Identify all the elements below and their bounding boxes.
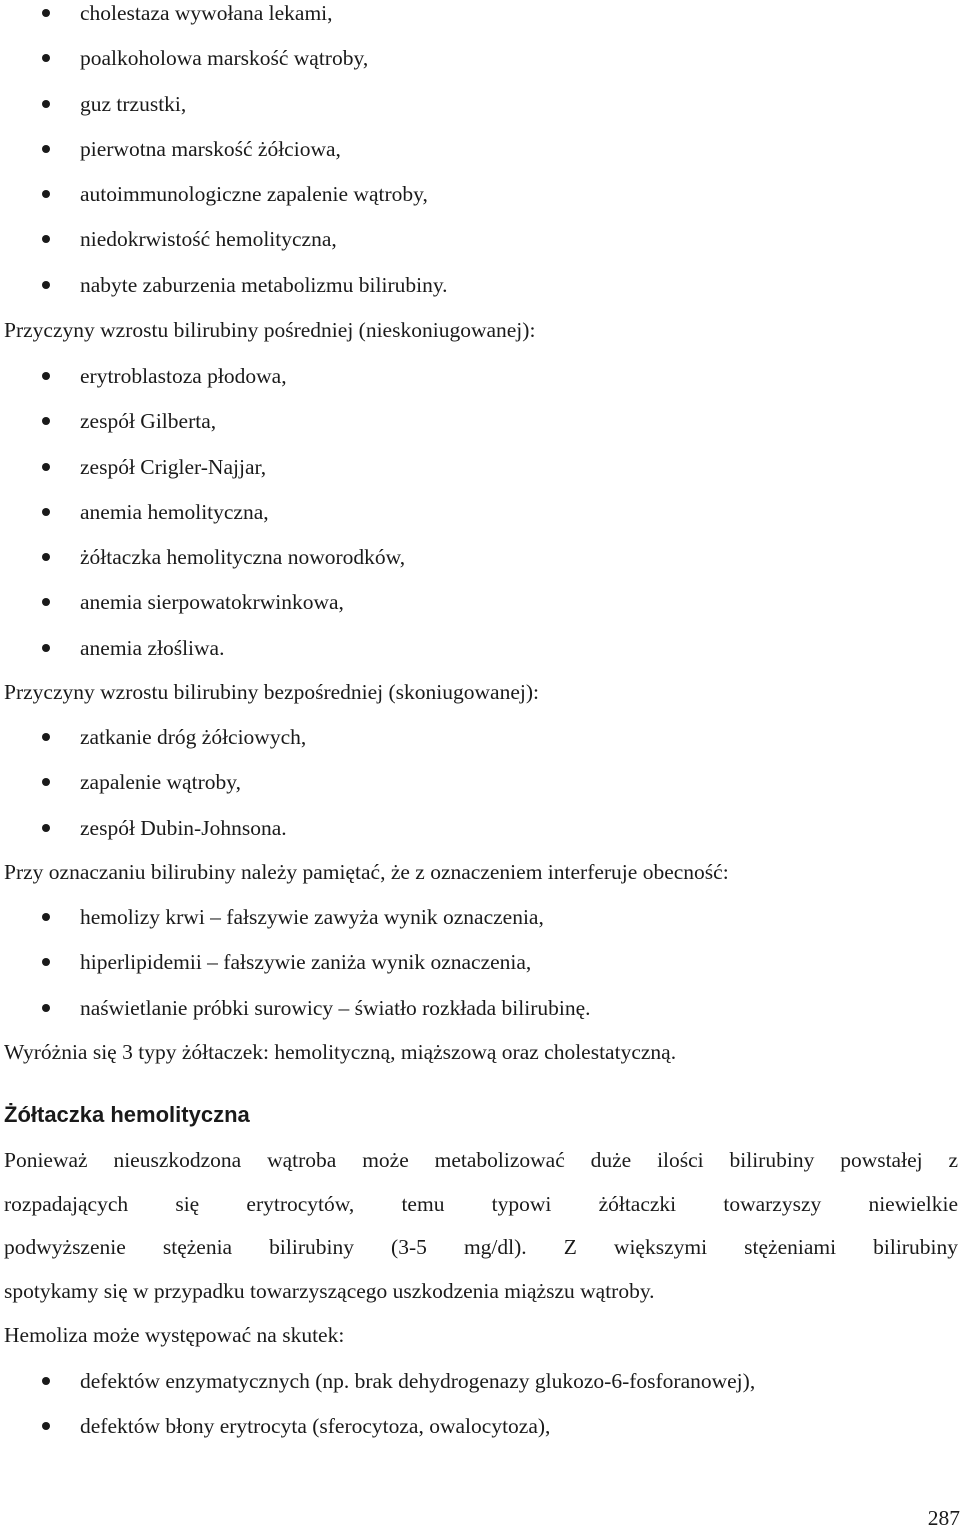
list-4 [0, 904, 960, 1040]
justified-paragraph [4, 1147, 958, 1278]
word: erytrocytów, [246, 1191, 355, 1216]
bullet-icon [42, 100, 50, 108]
list-1 [0, 0, 960, 317]
list-item [0, 769, 960, 814]
list-item-text: naświetlanie próbki surowicy – światło rozkłada bilirubinę. [80, 995, 591, 1020]
word: (3-5 [391, 1235, 427, 1260]
list-item [0, 226, 960, 271]
paragraph-direct-causes: Przyczyny wzrostu bilirubiny bezpośredniej (skoniugowanej): [4, 680, 539, 704]
list-item [0, 0, 960, 45]
list-item [0, 136, 960, 181]
word: temu [401, 1191, 445, 1216]
bullet-icon [42, 644, 50, 652]
list-item-text: hemolizy krwi – fałszywie zawyża wynik oznaczenia, [80, 905, 544, 929]
bullet-icon [42, 598, 50, 606]
list-item [0, 363, 960, 408]
list-item-text: pierwotna marskość żółciowa, [80, 136, 341, 161]
word: nieuszkodzona [113, 1148, 242, 1172]
list-item [0, 635, 960, 680]
list-item-text: nabyte zaburzenia metabolizmu bilirubiny. [80, 272, 448, 297]
list-item [0, 1368, 960, 1413]
bullet-icon [42, 733, 50, 741]
justified-line [4, 1147, 958, 1191]
word: typowi [491, 1191, 552, 1216]
paragraph-parenchyma: spotykamy się w przypadku towarzyszącego uszkodzenia miąższu wątroby. [4, 1279, 655, 1303]
list-item-text: zapalenie wątroby, [80, 770, 241, 795]
section-heading: Żółtaczka hemolityczna [4, 1102, 250, 1127]
word: może [362, 1148, 409, 1172]
list-item [0, 408, 960, 453]
bullet-icon [42, 417, 50, 425]
bullet-icon [42, 1422, 50, 1430]
list-item-text: defektów błony erytrocyta (sferocytoza, owalocytoza), [80, 1414, 551, 1439]
list-item [0, 589, 960, 634]
list-item-text: anemia hemolityczna, [80, 499, 269, 524]
list-item [0, 91, 960, 136]
word: podwyższenie [4, 1235, 126, 1260]
bullet-icon [42, 824, 50, 832]
word: metabolizować [434, 1148, 565, 1172]
bullet-icon [42, 1377, 50, 1385]
paragraph-jaundice-types: Wyróżnia się 3 typy żółtaczek: hemolityczną, miąższową oraz cholestatyczną. [4, 1040, 677, 1064]
list-item-text: cholestaza wywołana lekami, [80, 1, 333, 25]
word: wątroba [267, 1148, 337, 1172]
word: się [175, 1191, 200, 1216]
list-item [0, 724, 960, 769]
list-item-text: niedokrwistość hemolityczna, [80, 227, 337, 252]
word: bilirubiny [269, 1235, 354, 1260]
bullet-icon [42, 372, 50, 380]
list-item-text: zespół Dubin-Johnsona. [80, 815, 287, 840]
word: Z [563, 1235, 577, 1260]
list-item-text: defektów enzymatycznych (np. brak dehydrogenazy glukozo-6-fosforanowej), [80, 1369, 756, 1393]
word: większymi [613, 1235, 708, 1260]
bullet-icon [42, 778, 50, 786]
bullet-icon [42, 463, 50, 471]
list-item [0, 815, 960, 860]
bullet-icon [42, 508, 50, 516]
paragraph-interference: Przy oznaczaniu bilirubiny należy pamiętać, że z oznaczeniem interferuje obecność: [4, 860, 729, 884]
list-item-text: żółtaczka hemolityczna noworodków, [80, 545, 406, 570]
list-item-text: autoimmunologiczne zapalenie wątroby, [80, 182, 428, 207]
list-item-text: erytroblastoza płodowa, [80, 364, 287, 388]
bullet-icon [42, 9, 50, 17]
paragraph-indirect-causes: Przyczyny wzrostu bilirubiny pośredniej (nieskoniugowanej): [4, 318, 536, 342]
word: Ponieważ [4, 1148, 88, 1172]
page-number: 287 [927, 1506, 960, 1530]
list-3 [0, 724, 960, 860]
word: powstałej [840, 1148, 923, 1172]
list-5 [0, 1368, 960, 1459]
bullet-icon [42, 1004, 50, 1012]
word: duże [590, 1148, 632, 1172]
bullet-icon [42, 553, 50, 561]
word: mg/dl). [463, 1235, 527, 1260]
list-item [0, 499, 960, 544]
list-item [0, 454, 960, 499]
list-item [0, 181, 960, 226]
list-item [0, 1413, 960, 1458]
list-item-text: zatkanie dróg żółciowych, [80, 725, 307, 749]
list-item [0, 272, 960, 317]
word: stężeniami [744, 1235, 837, 1260]
list-item-text: zespół Crigler-Najjar, [80, 454, 267, 479]
bullet-icon [42, 235, 50, 243]
bullet-icon [42, 145, 50, 153]
word: ilości [657, 1148, 704, 1172]
justified-line [4, 1191, 958, 1235]
word: bilirubiny [873, 1235, 958, 1260]
word: rozpadających [4, 1191, 129, 1216]
list-item-text: anemia złośliwa. [80, 635, 225, 660]
list-item-text: zespół Gilberta, [80, 409, 217, 434]
list-item-text: anemia sierpowatokrwinkowa, [80, 590, 344, 615]
word: z [948, 1148, 958, 1172]
list-item [0, 904, 960, 949]
bullet-icon [42, 281, 50, 289]
list-item-text: guz trzustki, [80, 91, 187, 116]
word: towarzyszy [723, 1191, 822, 1216]
paragraph-hemolysis-causes: Hemoliza może występować na skutek: [4, 1323, 345, 1347]
word: bilirubiny [729, 1148, 815, 1172]
word: stężenia [162, 1235, 233, 1260]
bullet-icon [42, 190, 50, 198]
list-item-text: hiperlipidemii – fałszywie zaniża wynik oznaczenia, [80, 950, 532, 975]
list-item [0, 544, 960, 589]
list-2 [0, 363, 960, 680]
list-item [0, 995, 960, 1040]
bullet-icon [42, 958, 50, 966]
justified-line [4, 1234, 958, 1278]
bullet-icon [42, 913, 50, 921]
bullet-icon [42, 54, 50, 62]
list-item [0, 949, 960, 994]
word: żółtaczki [598, 1191, 677, 1216]
list-item [0, 45, 960, 90]
word: niewielkie [868, 1191, 958, 1216]
list-item-text: poalkoholowa marskość wątroby, [80, 46, 369, 71]
